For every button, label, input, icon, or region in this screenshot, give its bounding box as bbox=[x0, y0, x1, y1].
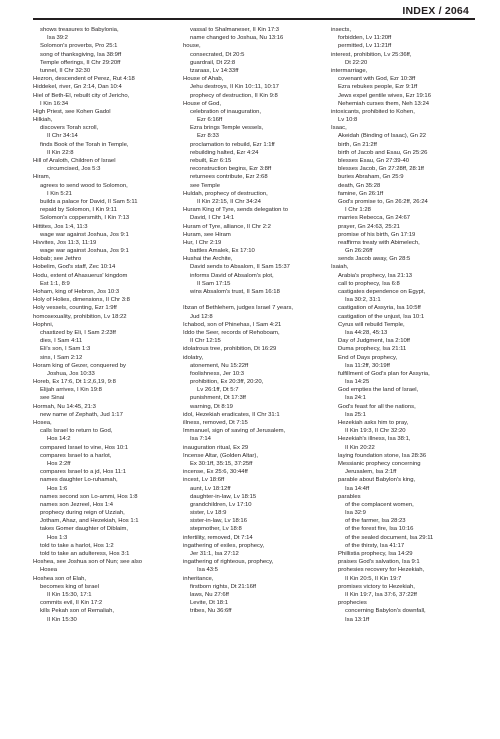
index-heading: Hittites, Jos 1:4, 11:3 bbox=[33, 223, 88, 230]
index-subentry: Isa 7:14 bbox=[190, 436, 211, 443]
index-subentry: II Kin 22:15, II Chr 34:24 bbox=[197, 198, 261, 205]
index-subentry: I Kin 16:34 bbox=[40, 100, 69, 107]
index-subentry: Jews expel gentile wives, Ezr 19:16 bbox=[338, 92, 431, 99]
index-subentry: Isa 44:28, 45:13 bbox=[345, 329, 388, 336]
index-heading: Hilkiah, bbox=[33, 117, 53, 124]
index-subentry: informs David of Absalom's plot, bbox=[190, 272, 274, 279]
index-heading: Incense Altar, (Golden Altar), bbox=[183, 452, 258, 459]
index-subentry: of the farmer, Isa 28:23 bbox=[345, 518, 406, 525]
index-heading: Horeb, Ex 17:6, Dt 1:2,6,19, 9:8 bbox=[33, 379, 116, 386]
index-subentry: Est 1:1, 8:9 bbox=[40, 280, 70, 287]
index-heading: Hobelim, God's staff, Zec 10:14 bbox=[33, 264, 116, 271]
index-subentry: aunt, Lv 18:12ff bbox=[190, 485, 231, 492]
index-subentry: blesses Esau, Gn 27:39-40 bbox=[338, 158, 410, 164]
index-heading: Hiram, bbox=[33, 174, 51, 181]
index-heading: Huldah, prophecy of destruction, bbox=[183, 190, 268, 197]
index-subentry: II Kin 20:22 bbox=[345, 444, 375, 451]
index-subentry: II Kin 20:5, II Kin 19:7 bbox=[345, 575, 402, 582]
index-column-1 bbox=[33, 26, 178, 624]
index-subentry: stepmother, Lv 18:8 bbox=[190, 526, 242, 533]
index-heading: ingathering of righteous, prophecy, bbox=[183, 559, 274, 566]
index-subentry: fulfillment of God's plan for Assyria, bbox=[338, 370, 430, 377]
index-subentry: wage war against Joshua, Jos 9:1 bbox=[40, 248, 129, 255]
index-subentry: covenant with God, Ezr 10:3ff bbox=[338, 76, 416, 83]
index-heading: Hodu, extent of Ahasuerus' kingdom bbox=[33, 272, 128, 279]
index-subentry: prohibition, Ex 20:3ff, 20:20, bbox=[190, 379, 264, 386]
index-subentry: Hos 2:2ff bbox=[47, 460, 71, 467]
index-heading: intermarriage, bbox=[331, 67, 368, 74]
index-subentry: atonement, Nu 15:22ff bbox=[190, 362, 249, 369]
index-subentry: Ezr 8:33 bbox=[197, 133, 219, 140]
index-heading: Hushai the Archite, bbox=[183, 256, 233, 263]
index-subentry: Jer 31:1, Isa 27:12 bbox=[190, 551, 239, 557]
index-subentry: dies, I Sam 4:11 bbox=[40, 338, 83, 345]
index-heading: incense, Ex 25:6, 30:44ff bbox=[183, 469, 248, 476]
index-heading: Iddo the Seer, records of Rehoboam, bbox=[183, 329, 280, 336]
index-subentry: names son Jezreel, Hos 1:4 bbox=[40, 501, 114, 508]
index-subentry: Duma prophecy, Isa 21:11 bbox=[338, 346, 407, 353]
index-heading: homosexuality, prohibition, Lv 18:22 bbox=[33, 313, 127, 320]
index-heading: house, bbox=[183, 43, 201, 50]
index-subentry: wage war against Joshua, Jos 9:1 bbox=[40, 231, 129, 238]
index-column-2 bbox=[183, 26, 328, 616]
index-subentry: names daughter Lo-ruhamah, bbox=[40, 477, 118, 484]
index-subentry: see Temple bbox=[190, 182, 221, 189]
index-heading: illness, removed, Dt 7:15 bbox=[183, 420, 248, 426]
index-subentry: death, Gn 35:28 bbox=[338, 182, 381, 189]
index-subentry: firstborn rights, Dt 21:16ff bbox=[190, 583, 257, 590]
index-subentry: shows treasures to Babylonia, bbox=[40, 27, 119, 33]
index-heading: High Priest, see Kohen Gadol bbox=[33, 108, 111, 115]
index-heading: Hiel of Beth-El, rebuilt city of Jericho, bbox=[33, 92, 130, 99]
index-subentry: Akeidah (Binding of Isaac), Gn 22 bbox=[338, 133, 427, 140]
index-heading: Immanuel, sign of saving of Jerusalem, bbox=[183, 428, 286, 435]
index-subentry: new name of Zephath, Jud 1:17 bbox=[40, 411, 123, 418]
index-heading: Hormah, Nu 14:45, 21:3 bbox=[33, 403, 96, 410]
index-heading: Hivvites, Jos 11:3, 11:19 bbox=[33, 239, 97, 246]
index-subentry: birth of Jacob and Esau, Gn 25:26 bbox=[338, 149, 428, 156]
index-subentry: castigates dependence on Egypt, bbox=[338, 289, 426, 295]
index-subentry: Solomon's proverbs, Pro 25:1 bbox=[40, 43, 118, 50]
index-subentry: punishment, Dt 17:3ff bbox=[190, 395, 246, 402]
index-subentry: Lv 10:8 bbox=[338, 117, 358, 124]
index-subentry: parables bbox=[338, 493, 361, 500]
index-heading: Hezron, descendent of Perez, Rut 4:18 bbox=[33, 76, 135, 83]
index-subentry: agrees to send wood to Solomon, bbox=[40, 182, 128, 189]
index-subentry: prohesies recovery for Hezekiah, bbox=[338, 567, 425, 574]
index-subentry: commits evil, II Kin 17:2 bbox=[40, 600, 103, 607]
index-subentry: laying foundation stone, Isa 28:36 bbox=[338, 452, 427, 459]
index-subentry: of the forest fire, Isa 10:16 bbox=[345, 526, 414, 533]
index-subentry: vassal to Shalmaneser, II Kin 17:3 bbox=[190, 27, 280, 33]
index-subentry: promises victory to Hezekiah, bbox=[338, 583, 415, 590]
index-subentry: tzaraas, Lv 14:33ff bbox=[190, 67, 239, 74]
index-heading: Hill of Araloth, Children of Israel bbox=[33, 158, 116, 164]
index-subentry: reconstruction begins, Ezr 3:8ff bbox=[190, 166, 272, 173]
index-subentry: permitted, Lv 11:21ff bbox=[338, 43, 392, 50]
index-heading: Huram King of Tyre, sends delegation to bbox=[183, 207, 289, 214]
index-subentry: God empties the land of Israel, bbox=[338, 387, 419, 394]
index-heading: Hiddekel, river, Gn 2:14, Dan 10:4 bbox=[33, 84, 122, 91]
index-subentry: Elijah arrives, I Kin 19:8 bbox=[40, 387, 102, 394]
index-subentry: of the complacent women, bbox=[345, 501, 414, 508]
index-subentry: told to take a harlot, Hos 1:2 bbox=[40, 542, 114, 549]
index-subentry: prophecies bbox=[338, 600, 367, 607]
index-subentry: wins Absalom's trust, II Sam 16:18 bbox=[190, 289, 280, 295]
index-subentry: Arabia's prophecy, Isa 21:13 bbox=[338, 272, 413, 279]
index-subentry: guardrail, Dt 22:8 bbox=[190, 59, 236, 66]
index-heading: incest, Lv 18:6ff bbox=[183, 477, 225, 484]
index-subentry: celebration of inauguration, bbox=[190, 108, 262, 115]
index-subentry: Gn 26:26ff bbox=[345, 248, 373, 255]
index-subentry: prophecy of destruction, II Kin 9:8 bbox=[190, 92, 278, 99]
index-subentry: battles Amalek, Ex 17:10 bbox=[190, 248, 255, 255]
index-subentry: name changed to Joshua, Nu 13:16 bbox=[190, 35, 284, 42]
index-subentry: Isa 25:1 bbox=[345, 411, 366, 418]
index-subentry: Messianic prophecy concerning bbox=[338, 460, 421, 467]
index-subentry: daughter-in-law, Lv 18:15 bbox=[190, 493, 257, 500]
index-subentry: praises God's salvation, Isa 9:1 bbox=[338, 559, 420, 566]
index-subentry: repaid by Solomon, I Kin 9:11 bbox=[40, 207, 117, 214]
index-heading: idolatry, bbox=[183, 354, 204, 361]
index-subentry: Isa 43:5 bbox=[197, 567, 218, 574]
index-subentry: sins, I Sam 2:12 bbox=[40, 354, 83, 361]
index-subentry: of the sealed document, Isa 29:11 bbox=[345, 534, 434, 541]
index-subentry: Nehemiah curses them, Neh 13:24 bbox=[338, 100, 430, 107]
index-subentry: Ezra brings Temple vessels, bbox=[190, 125, 264, 132]
index-subentry: compared Israel to vine, Hos 10:1 bbox=[40, 444, 129, 451]
index-subentry: Jerusalem, Isa 2:1ff bbox=[345, 469, 397, 476]
index-subentry: End of Days prophecy, bbox=[338, 354, 398, 361]
index-subentry: Isa 13:1ff bbox=[345, 616, 370, 623]
index-subentry: song of thanksgiving, Isa 38:9ff bbox=[40, 51, 122, 58]
index-subentry: Levite, Dt 18:1 bbox=[190, 600, 228, 607]
index-heading: Hophni, bbox=[33, 321, 54, 328]
index-subentry: warning, Dt 8:19 bbox=[190, 403, 233, 410]
index-subentry: buries Abraham, Gn 25:9 bbox=[338, 174, 404, 181]
index-subentry: compares Israel to a harlot, bbox=[40, 452, 112, 459]
index-subentry: Hos 1:6 bbox=[47, 485, 68, 492]
index-heading: Hoshea son of Elah, bbox=[33, 575, 87, 582]
index-subentry: compares Israel to a jd, Hos 11:1 bbox=[40, 469, 127, 476]
index-subentry: kills Pekah son of Remaliah, bbox=[40, 608, 114, 615]
index-subentry: Ex 30:1ff, 35:15, 37:25ff bbox=[190, 460, 253, 467]
index-subentry: Hos 14:2 bbox=[47, 436, 71, 443]
index-subentry: takes Gomer daughter of Diblaim, bbox=[40, 526, 129, 533]
index-subentry: Jud 12:8 bbox=[190, 313, 213, 320]
index-subentry: I Chr 1:28 bbox=[345, 207, 371, 214]
index-heading: Huram, see Hiram bbox=[183, 231, 231, 238]
index-subentry: Isa 14:25 bbox=[345, 379, 370, 386]
index-subentry: builds a palace for David, II Sam 5:11 bbox=[40, 198, 138, 205]
index-heading: Hur, I Chr 2:19 bbox=[183, 239, 222, 246]
index-subentry: Isa 14:4ff bbox=[345, 485, 370, 492]
index-subentry: Ezr 6:16ff bbox=[197, 117, 223, 124]
index-subentry: finds Book of the Torah in Temple, bbox=[40, 141, 129, 148]
index-subentry: Hezekiah's illness, Isa 38:1, bbox=[338, 436, 411, 443]
section-gap bbox=[183, 296, 328, 304]
index-subentry: promise of his birth, Gn 17:19 bbox=[338, 231, 416, 238]
index-subentry: Phillistia prophecy, Isa 14:29 bbox=[338, 551, 413, 557]
index-subentry: Hos 1:3 bbox=[47, 534, 68, 541]
index-subentry: told to take an adulteress, Hos 3:1 bbox=[40, 551, 130, 557]
index-heading: insects, bbox=[331, 27, 351, 33]
index-heading: Ichabod, son of Phinehas, I Sam 4:21 bbox=[183, 321, 282, 328]
index-subentry: names second son Lo-ammi, Hos 1:8 bbox=[40, 493, 138, 500]
index-heading: House of God, bbox=[183, 100, 221, 107]
index-subentry: II Chr 12:15 bbox=[190, 338, 221, 345]
index-heading: infertility, removed, Dt 7:14 bbox=[183, 534, 253, 541]
index-subentry: tunnel, II Chr 32:30 bbox=[40, 67, 91, 74]
index-heading: Horam king of Gezer, conquered by bbox=[33, 362, 126, 369]
index-subentry: Eli's son, I Sam 1:3 bbox=[40, 346, 91, 353]
index-subentry: prophecy during reign of Uzziah, bbox=[40, 510, 125, 517]
index-subentry: Isa 30:2, 31:1 bbox=[345, 297, 381, 304]
index-subentry: Joshua, Jos 10:33 bbox=[47, 370, 95, 377]
index-subentry: God's feast for all the nations, bbox=[338, 403, 416, 410]
index-subentry: see Sinai bbox=[40, 395, 65, 402]
index-heading: Ibzan of Bethlehem, judges Israel 7 years, bbox=[183, 305, 294, 312]
index-heading: ingathering of exiles, prophecy, bbox=[183, 542, 265, 549]
index-subentry: Cyrus will rebuild Temple, bbox=[338, 321, 405, 328]
index-subentry: sister-in-law, Lv 18:16 bbox=[190, 518, 247, 525]
index-subentry: Isa 32:9 bbox=[345, 510, 366, 517]
index-heading: House of Ahab, bbox=[183, 76, 224, 83]
index-subentry: II Kin 15:30 bbox=[47, 616, 77, 623]
index-heading: inheritance, bbox=[183, 575, 214, 582]
index-subentry: Isa 24:1 bbox=[345, 395, 366, 402]
index-subentry: castigation of Assyria, Isa 10:5ff bbox=[338, 305, 421, 312]
page-title: INDEX / 2064 bbox=[402, 5, 469, 17]
index-subentry: call to prophecy, Isa 6:8 bbox=[338, 280, 400, 287]
page-header bbox=[33, 2, 475, 22]
index-subentry: II Kin 19:3, II Chr 32:20 bbox=[345, 428, 406, 435]
index-subentry: Solomon's coppersmith, I Kin 7:13 bbox=[40, 215, 130, 222]
index-subentry: David sends to Absalom, II Sam 15:37 bbox=[190, 264, 290, 271]
index-subentry: reaffirms treaty with Abimelech, bbox=[338, 239, 420, 246]
index-heading: Hoham, king of Hebron, Jos 10:3 bbox=[33, 289, 120, 295]
index-subentry: birth, Gn 21:2ff bbox=[338, 141, 377, 148]
index-subentry: Temple offerings, II Chr 29:20ff bbox=[40, 59, 121, 66]
index-heading: idolatrous tree, prohibition, Dt 16:29 bbox=[183, 346, 277, 353]
index-subentry: II Chr 34:14 bbox=[47, 133, 78, 140]
index-subentry: of the thirsty, Isa 41:17 bbox=[345, 542, 405, 549]
index-subentry: returnees contribute, Ezr 2:68 bbox=[190, 174, 268, 181]
index-subentry: Jotham, Ahaz, and Hezekiah, Hos 1:1 bbox=[40, 518, 139, 525]
index-subentry: marries Rebecca, Gn 24:67 bbox=[338, 215, 411, 222]
index-subentry: sister, Lv 18:9 bbox=[190, 510, 227, 517]
header-rule bbox=[33, 18, 475, 20]
index-subentry: rebuilding halted, Ezr 4:24 bbox=[190, 149, 259, 156]
index-heading: idol, Hezekiah eradicates, II Chr 31:1 bbox=[183, 411, 280, 418]
index-subentry: II Kin 15:30, 17:1 bbox=[47, 591, 92, 598]
index-subentry: rebuilt, Ezr 6:15 bbox=[190, 158, 232, 164]
index-subentry: Isa 39:2 bbox=[47, 35, 68, 42]
index-heading: intoxicants, prohibited to Kohen, bbox=[331, 108, 415, 115]
index-heading: Holy of Holies, dimensions, II Chr 3:8 bbox=[33, 297, 130, 304]
index-subentry: I Kin 5:21 bbox=[47, 190, 72, 197]
index-subentry: castigation of the unjust, Isa 10:1 bbox=[338, 313, 425, 320]
index-heading: Hoshea, see Joshua son of Nun; see also bbox=[33, 559, 143, 566]
index-heading: interest, prohibition, Lv 25:36ff, bbox=[331, 51, 412, 58]
index-subentry: concerning Babylon's downfall, bbox=[345, 608, 426, 615]
index-subentry: blesses Jacob, Gn 27:28ff, 28:1ff bbox=[338, 166, 424, 173]
index-subentry: discovers Torah scroll, bbox=[40, 125, 99, 132]
index-subentry: Ezra rebukes people, Ezr 9:1ff bbox=[338, 84, 418, 91]
index-subentry: foolishness, Jer 10:3 bbox=[190, 370, 245, 377]
index-subentry: becomes king of Israel bbox=[40, 583, 99, 590]
index-subentry: proclamation to rebuild, Ezr 1:1ff bbox=[190, 141, 275, 148]
index-subentry: Lv 26:1ff, Dt 5:7 bbox=[197, 387, 239, 394]
index-subentry: grandchildren, Lv 17:10 bbox=[190, 501, 252, 508]
index-heading: Holy vessels, counting, Ezr 1:9ff bbox=[33, 305, 117, 312]
index-subentry: II Kin 19:7, Isa 37:6, 37:22ff bbox=[345, 591, 417, 598]
index-heading: inauguration ritual, Ex 29 bbox=[183, 444, 249, 451]
index-subentry: circumcised, Jos 5:3 bbox=[47, 166, 101, 173]
index-subentry: laws, Nu 27:6ff bbox=[190, 591, 229, 598]
index-subentry: calls Israel to return to God, bbox=[40, 428, 113, 435]
index-subentry: God's promise to, Gn 26:2ff, 26:24 bbox=[338, 198, 428, 205]
index-subentry: tribes, Nu 36:6ff bbox=[190, 608, 232, 615]
index-heading: Huram of Tyre, alliance, II Chr 2:2 bbox=[183, 223, 271, 230]
index-subentry: Dt 22:20 bbox=[345, 59, 368, 66]
index-heading: Isaac, bbox=[331, 125, 347, 132]
index-subentry: Hosea bbox=[40, 567, 58, 574]
index-subentry: Jehu destroys, II Kin 10::11, 10:17 bbox=[190, 84, 279, 91]
index-subentry: prayer, Gn 24:63, 25:21 bbox=[338, 223, 400, 230]
index-subentry: consecrated, Dt 20:5 bbox=[190, 51, 245, 58]
index-heading: Hobab; see Jethro bbox=[33, 256, 82, 263]
index-subentry: Hezekiah asks him to pray, bbox=[338, 420, 409, 426]
index-subentry: II Sam 17:15 bbox=[197, 280, 231, 287]
index-subentry: Day of Judgment, Isa 2:10ff bbox=[338, 338, 410, 345]
index-column-3 bbox=[331, 26, 476, 624]
index-subentry: forbidden, Lv 11:20ff bbox=[338, 35, 392, 42]
index-subentry: parable about Babylon's king, bbox=[338, 477, 416, 484]
index-subentry: chastized by Eli, I Sam 2:23ff bbox=[40, 329, 116, 336]
index-subentry: famine, Gn 26:1ff bbox=[338, 190, 384, 197]
index-heading: Hosea, bbox=[33, 420, 52, 426]
index-subentry: Isa 11:2ff, 30:19ff bbox=[345, 362, 390, 369]
index-subentry: sends Jacob away, Gn 28:5 bbox=[338, 256, 411, 263]
index-subentry: David, I Chr 14:1 bbox=[190, 215, 235, 222]
index-subentry: II Kin 22:8 bbox=[47, 149, 74, 156]
index-heading: Isaiah, bbox=[331, 264, 349, 271]
